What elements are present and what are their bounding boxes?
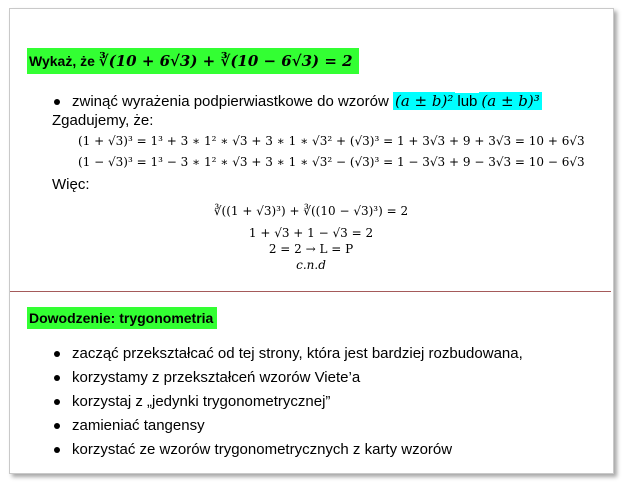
equation-plus: (1 + √3)³ = 1³ + 3 ∗ 1² ∗ √3 + 3 ∗ 1 ∗ √3² + (√3)³ = 1 + 3√3 + 9 + 3√3 = 10 + 6√3 (78, 134, 585, 148)
list-item: zamieniać tangensy (52, 414, 523, 438)
section1-title (27, 48, 359, 74)
formula-cube: (a ± b)³ (481, 92, 540, 110)
section1-title-prefix: Wykaż, że (29, 53, 95, 69)
therefore-label: Więc: (52, 176, 90, 193)
step-1: ∛((1 + √3)³) + ∛((10 − √3)³) = 2 (213, 204, 409, 218)
section-divider (10, 291, 611, 292)
list-item (52, 90, 542, 113)
guess-label: Zgadujemy, że: (52, 112, 154, 129)
formula-square: (a ± b)² (394, 92, 454, 110)
section1-title-formula: ∛(10 + 6√3) + ∛(10 − 6√3) = 2 (98, 52, 353, 70)
section2-bullets (52, 342, 523, 462)
bullet-or: lub (457, 93, 478, 110)
list-item: zacząć przekształcać od tej strony, która jest bardziej rozbudowana, (52, 342, 523, 366)
step-3: 2 = 2 → L = P (268, 242, 354, 256)
step-4: c.n.d (296, 258, 326, 272)
section1-bullets (52, 90, 542, 113)
list-item: korzystaj z „jedynki trygonometrycznej” (52, 390, 523, 414)
equation-minus: (1 − √3)³ = 1³ − 3 ∗ 1² ∗ √3 + 3 ∗ 1 ∗ √3² − (√3)³ = 1 − 3√3 + 9 − 3√3 = 10 − 6√3 (78, 155, 585, 169)
section2-title: Dowodzenie: trygonometria (27, 307, 217, 329)
step-2: 1 + √3 + 1 − √3 = 2 (248, 226, 374, 240)
bullet-text: zwinąć wyrażenia podpierwiastkowe do wzorów (72, 93, 389, 110)
list-item: korzystamy z przekształceń wzorów Viete’a (52, 366, 523, 390)
list-item: korzystać ze wzorów trygonometrycznych z karty wzorów (52, 438, 523, 462)
